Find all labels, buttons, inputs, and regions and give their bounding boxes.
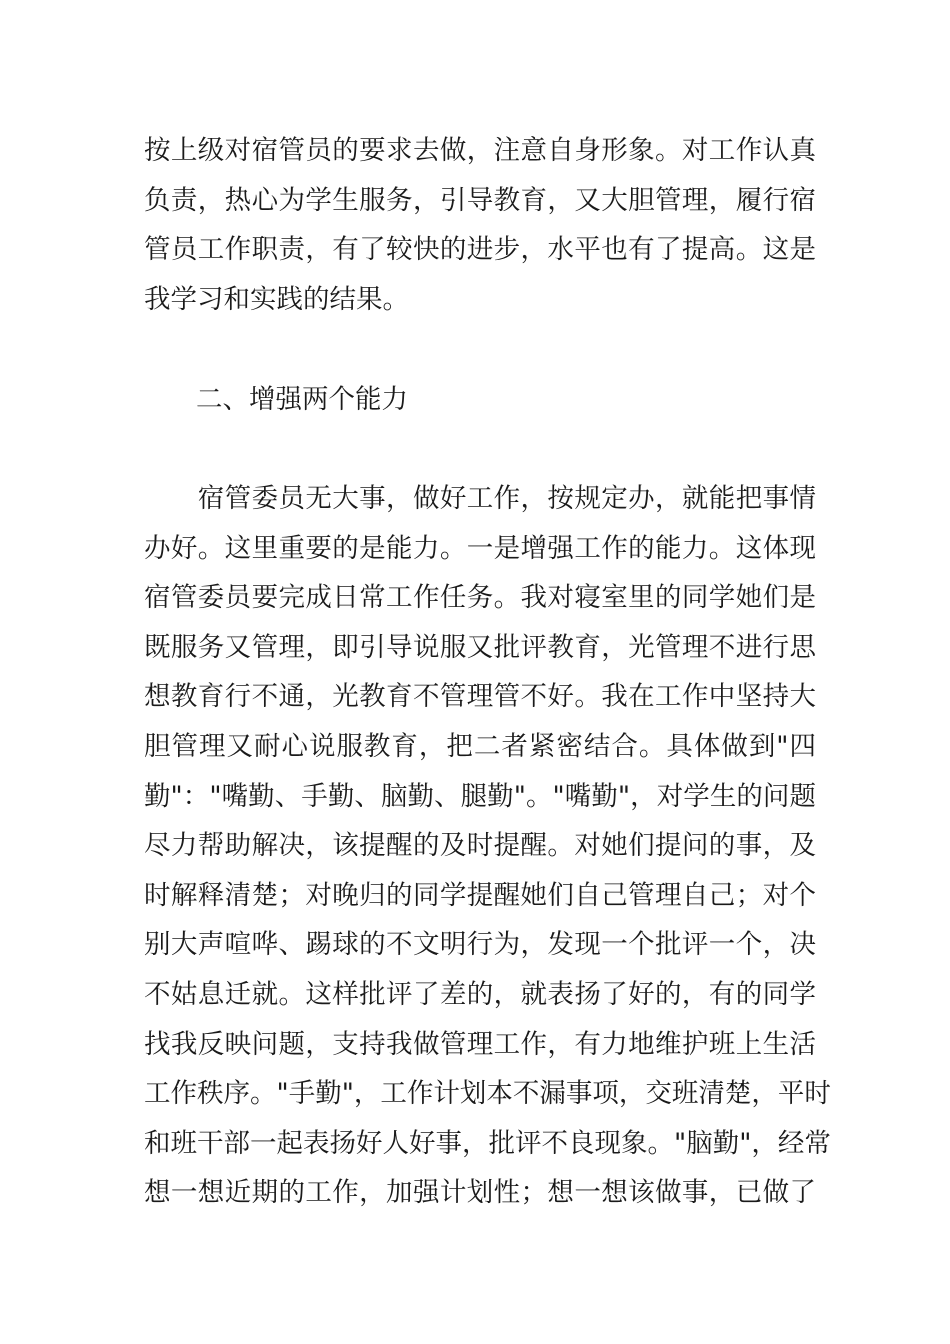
paragraph-2 — [144, 474, 831, 1218]
text-line: 宿管委员要完成日常工作任务。我对寝室里的同学她们是 — [144, 582, 816, 614]
text-line: 宿管委员无大事，做好工作，按规定办，就能把事情 — [144, 483, 816, 514]
text-line: 找我反映问题，支持我做管理工作，有力地维护班上生活 — [144, 1028, 816, 1060]
text-line: 工作秩序。"手勤"，工作计划本不漏事项，交班清楚，平时 — [144, 1078, 831, 1110]
text-line: 办好。这里重要的是能力。一是增强工作的能力。这体现 — [144, 532, 816, 564]
section-heading-text: 二、增强两个能力 — [196, 384, 408, 415]
text-line: 胆管理又耐心说服教育，把二者紧密结合。具体做到"四 — [144, 730, 816, 762]
text-line: 勤"："嘴勤、手勤、脑勤、腿勤"。"嘴勤"，对学生的问题 — [144, 780, 816, 812]
text-line: 和班干部一起表扬好人好事，批评不良现象。"脑勤"，经常 — [144, 1127, 831, 1159]
text-line: 按上级对宿管员的要求去做，注意自身形象。对工作认真 — [144, 135, 816, 166]
paragraph-1 — [144, 126, 816, 324]
text-line: 我学习和实践的结果。 — [144, 283, 409, 315]
text-line: 想教育行不通，光教育不管理管不好。我在工作中坚持大 — [144, 681, 816, 713]
text-line: 管员工作职责，有了较快的进步，水平也有了提高。这是 — [144, 234, 816, 266]
text-line: 既服务又管理，即引导说服又批评教育，光管理不进行思 — [144, 631, 816, 663]
text-line: 时解释清楚；对晚归的同学提醒她们自己管理自己；对个 — [144, 879, 816, 911]
text-line: 尽力帮助解决，该提醒的及时提醒。对她们提问的事，及 — [144, 830, 816, 862]
text-line: 负责，热心为学生服务，引导教育，又大胆管理，履行宿 — [144, 184, 816, 216]
text-line: 别大声喧哗、踢球的不文明行为，发现一个批评一个，决 — [144, 929, 816, 961]
section-heading — [196, 375, 596, 425]
text-line: 想一想近期的工作，加强计划性；想一想该做事，已做了 — [144, 1177, 816, 1209]
text-line: 不姑息迁就。这样批评了差的，就表扬了好的，有的同学 — [144, 978, 816, 1010]
